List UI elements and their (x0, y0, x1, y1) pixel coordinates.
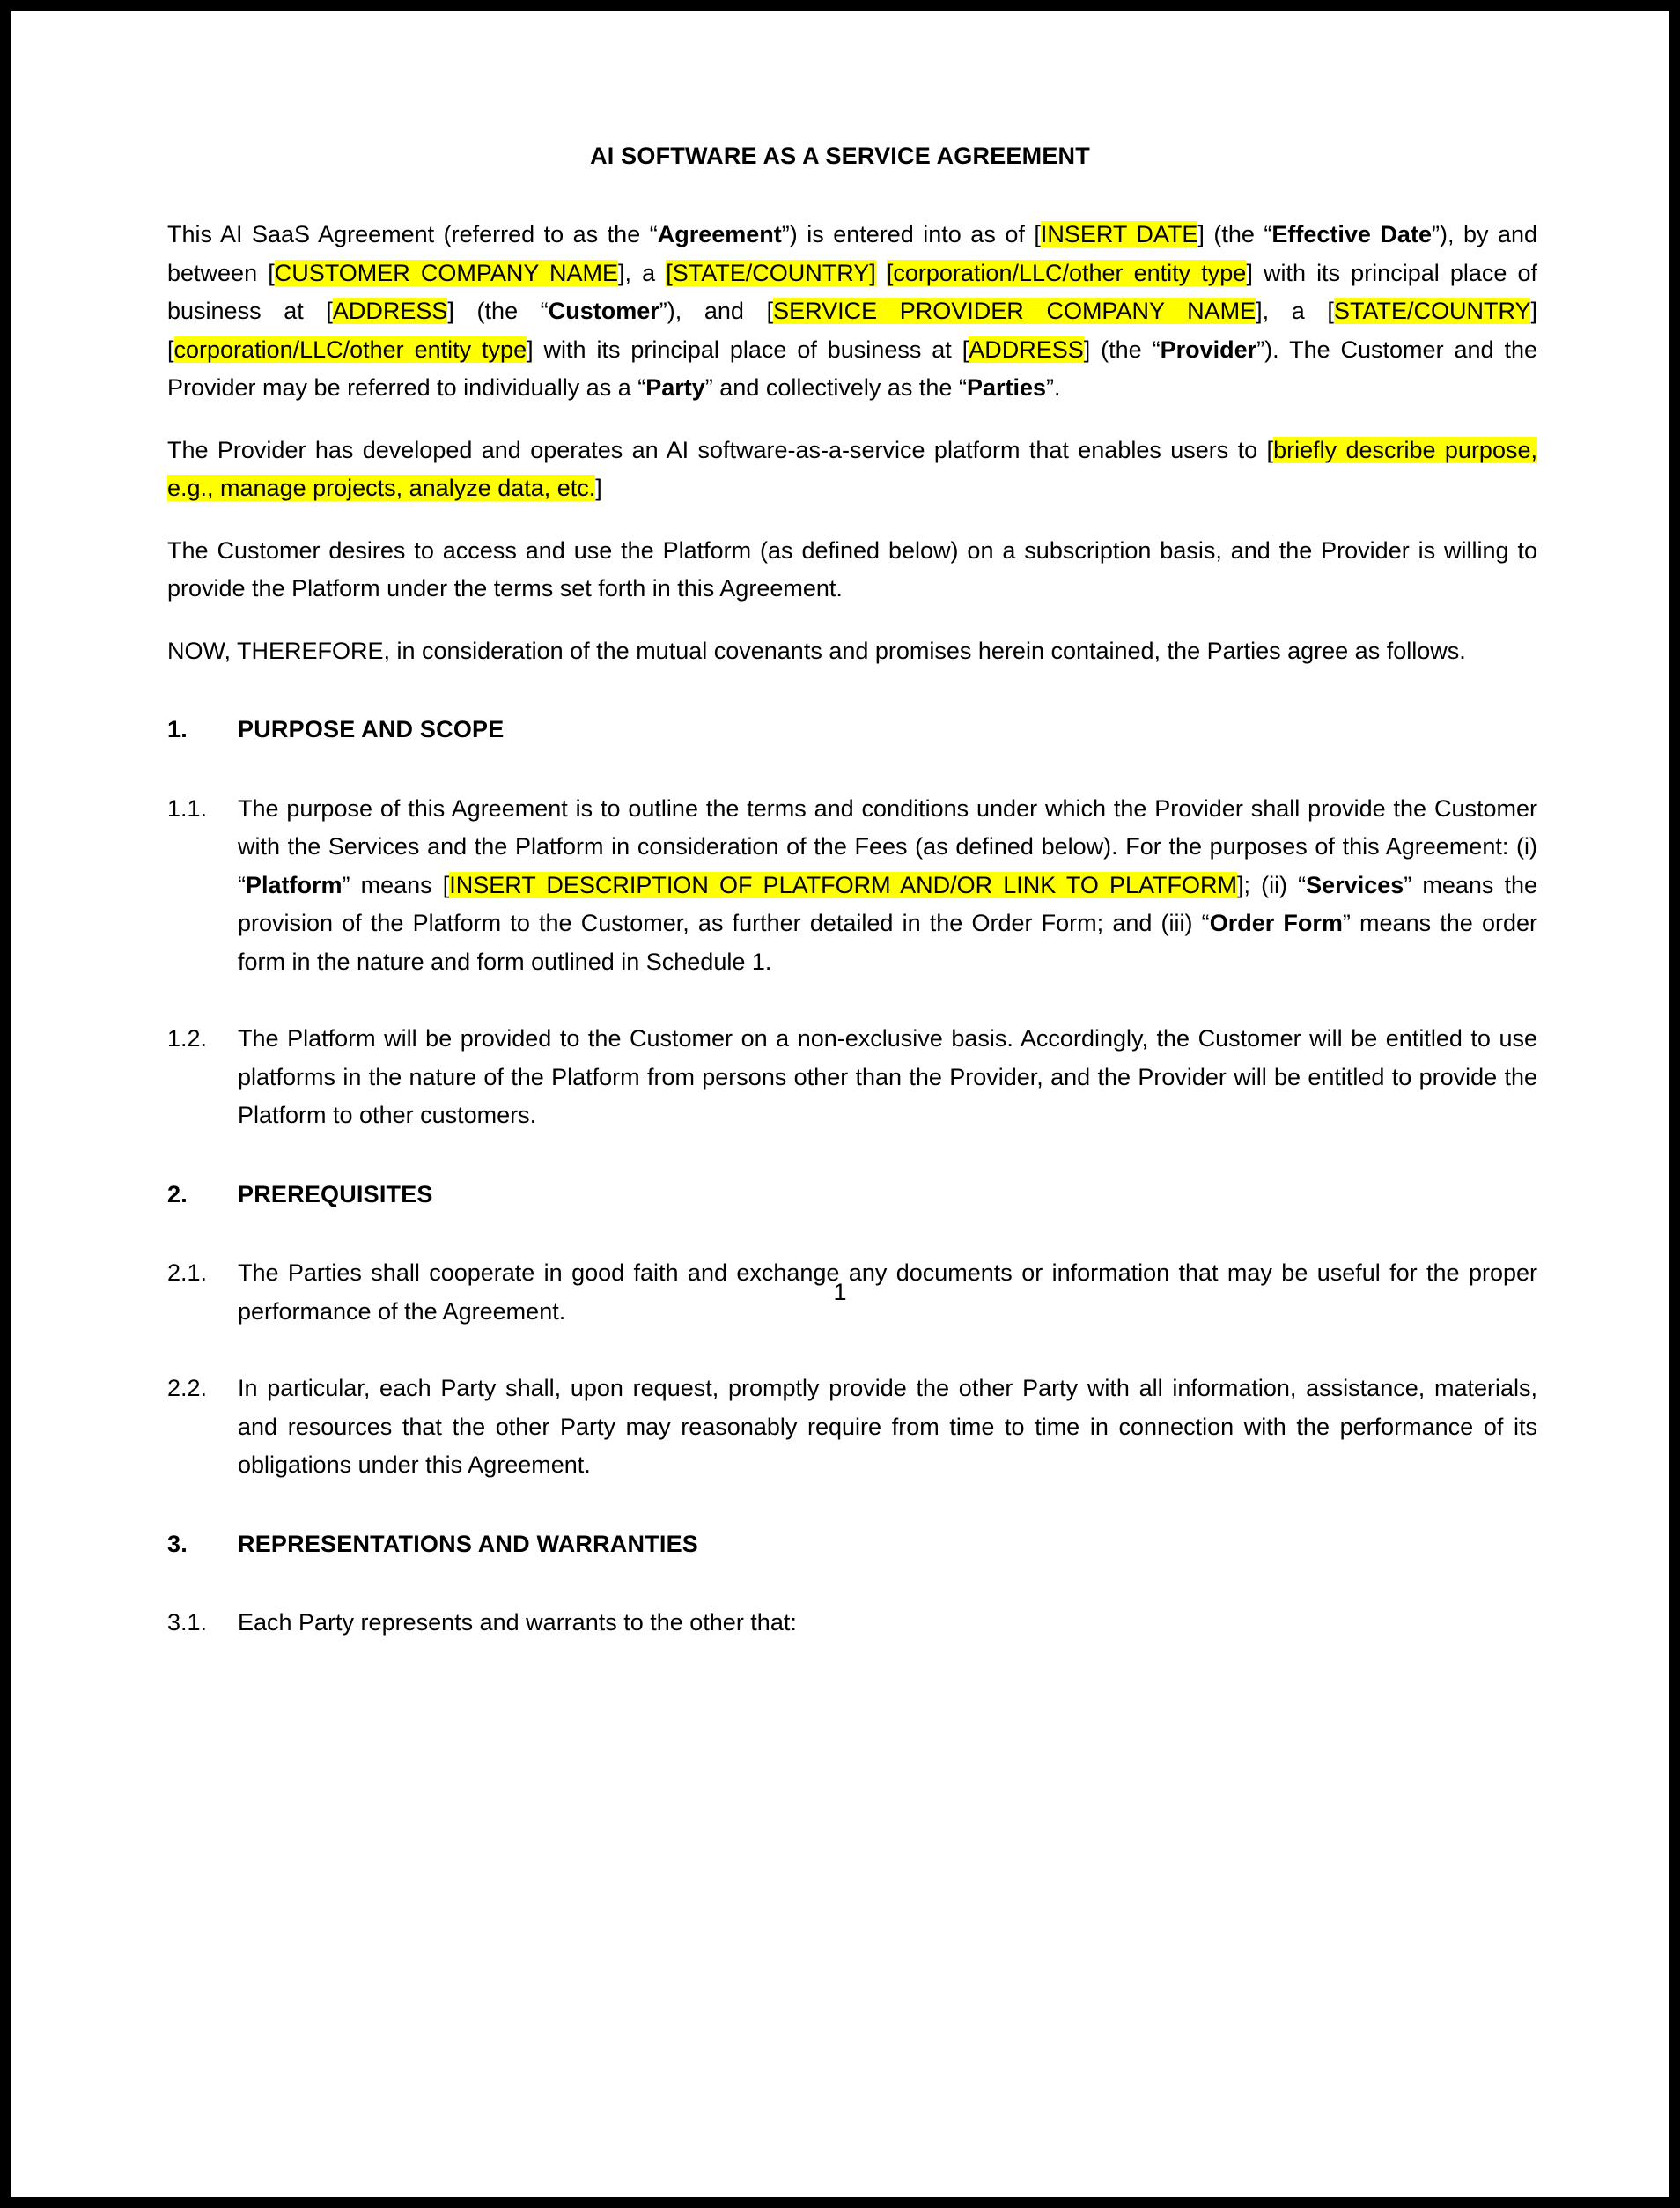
clause-number: 1.2. (167, 1025, 208, 1052)
clause-number: 1.1. (167, 794, 208, 822)
placeholder-state-country-customer: [STATE/COUNTRY] (666, 259, 876, 286)
defined-term-parties: Parties (966, 374, 1046, 401)
clause-text: Each Party represents and warrants to the other that: (238, 1609, 797, 1636)
preamble-text: ”) is entered into as of [ (781, 221, 1041, 247)
preamble-paragraph-now-therefore: NOW, THEREFORE, in consideration of the mutual covenants and promises herein contained, the Parties agree as follows. (167, 637, 1466, 664)
defined-term-provider: Provider (1160, 336, 1257, 363)
clause-text-part: ” means the provision of the Platform to the Customer, as further detailed in the Order Form; and (iii) “ (238, 871, 1537, 936)
placeholder-platform-purpose: briefly describe purpose, e.g., manage projects, analyze data, etc. (167, 436, 1537, 501)
clause-text-part: The purpose of this Agreement is to outline the terms and conditions under which the Provider shall provide the Customer with the Services and the Platform in consideration of the Fees (as defined below). For the purposes of this Agreement: (i) “ (238, 794, 1537, 898)
preamble-text: ”. (1046, 374, 1061, 401)
preamble-paragraph-customer-desire: The Customer desires to access and use the Platform (as defined below) on a subscription basis, and the Provider is willing to provide the Platform under the terms set forth in this Agreement. (167, 536, 1537, 602)
clause-text: The Parties shall cooperate in good faith and exchange any documents or information that may be useful for the proper performance of the Agreement. (238, 1259, 1537, 1325)
section-title: PURPOSE AND SCOPE (238, 716, 505, 742)
clause-1-1 (167, 790, 1555, 982)
placeholder-insert-date: INSERT DATE (1040, 221, 1198, 247)
clause-number: 2.1. (167, 1259, 208, 1286)
defined-term-order-form: Order Form (1209, 910, 1343, 936)
preamble-text: ], a [ (1256, 298, 1334, 324)
preamble-text: ] (the “ (447, 298, 549, 324)
preamble-text: ”). The Customer and the Provider may be referred to individually as a “ (167, 336, 1537, 401)
defined-term-agreement: Agreement (657, 221, 782, 247)
defined-term-effective-date: Effective Date (1271, 221, 1432, 247)
section-heading-prerequisites (167, 1176, 1555, 1215)
page-number: 1 (833, 1279, 847, 1305)
defined-term-services: Services (1306, 871, 1404, 898)
preamble-text: ] [ (167, 298, 1537, 363)
clause-text-part: ]; (ii) “ (1236, 871, 1307, 898)
document-page-sheet (11, 11, 1669, 2197)
clause-text: The Platform will be provided to the Customer on a non-exclusive basis. Accordingly, the Customer will be entitled to use platforms in the nature of the Platform from persons other than the Provider, and the Provider will be entitled to provide the Platform to other customers. (238, 1025, 1537, 1128)
preamble-text: ] (the “ (1083, 336, 1161, 363)
preamble-text: ” and collectively as the “ (704, 374, 967, 401)
clause-text-part: ” means the order form in the nature and form outlined in Schedule 1. (238, 910, 1538, 975)
preamble-text: ] with its principal place of business at [ (527, 336, 969, 363)
preamble-paragraph-parties (167, 216, 1555, 408)
page-title: AI SOFTWARE AS A SERVICE AGREEMENT (590, 143, 1090, 169)
clause-number: 2.2. (167, 1375, 208, 1401)
placeholder-address-provider: ADDRESS (969, 336, 1084, 363)
preamble-paragraph-platform-purpose (167, 432, 1555, 508)
placeholder-state-country-provider: STATE/COUNTRY (1333, 298, 1531, 324)
preamble-text: ] (the “ (1197, 221, 1272, 247)
section-number: 2. (167, 1180, 188, 1207)
section-heading-purpose-and-scope (167, 711, 1555, 750)
preamble-text: ”), and [ (659, 298, 774, 324)
clause-text (238, 790, 1537, 982)
defined-term-platform: Platform (246, 871, 343, 898)
preamble-text: ] with its principal place of business at [ (167, 259, 1538, 324)
clause-2-2 (167, 1370, 1555, 1485)
preamble-text: ], a (617, 259, 667, 286)
clause-text-part: ” means [ (342, 871, 450, 898)
defined-term-party: Party (645, 374, 705, 401)
section-title: PREREQUISITES (238, 1180, 433, 1207)
clause-number: 3.1. (167, 1609, 208, 1636)
placeholder-entity-type-provider: corporation/LLC/other entity type (173, 336, 527, 363)
section-title: REPRESENTATIONS AND WARRANTIES (238, 1530, 699, 1557)
preamble-text: This AI SaaS Agreement (referred to as the “ (167, 221, 658, 247)
placeholder-address-customer: ADDRESS (332, 298, 448, 324)
clause-1-2 (167, 1020, 1555, 1135)
preamble-text: The Provider has developed and operates an AI software-as-a-service platform that enables users to [ (167, 436, 1274, 463)
placeholder-entity-type-customer: [corporation/LLC/other entity type (886, 259, 1247, 286)
section-heading-representations-and-warranties (167, 1525, 1555, 1564)
placeholder-service-provider-company-name: SERVICE PROVIDER COMPANY NAME (773, 298, 1256, 324)
clause-3-1 (167, 1604, 1555, 1643)
preamble-text: ”), by and between [ (167, 221, 1538, 286)
defined-term-customer: Customer (548, 298, 659, 324)
preamble-text (876, 260, 887, 286)
clause-text: In particular, each Party shall, upon request, promptly provide the other Party with all information, assistance, materials, and resources that the other Party may reasonably require from time to time in connection with the performance of its obligations under this Agreement. (238, 1375, 1537, 1478)
section-number: 1. (167, 716, 188, 742)
preamble-text: ] (595, 475, 602, 501)
placeholder-customer-company-name: CUSTOMER COMPANY NAME (274, 259, 618, 286)
placeholder-platform-description: INSERT DESCRIPTION OF PLATFORM AND/OR LINK TO PLATFORM (449, 871, 1237, 898)
section-number: 3. (167, 1530, 188, 1557)
